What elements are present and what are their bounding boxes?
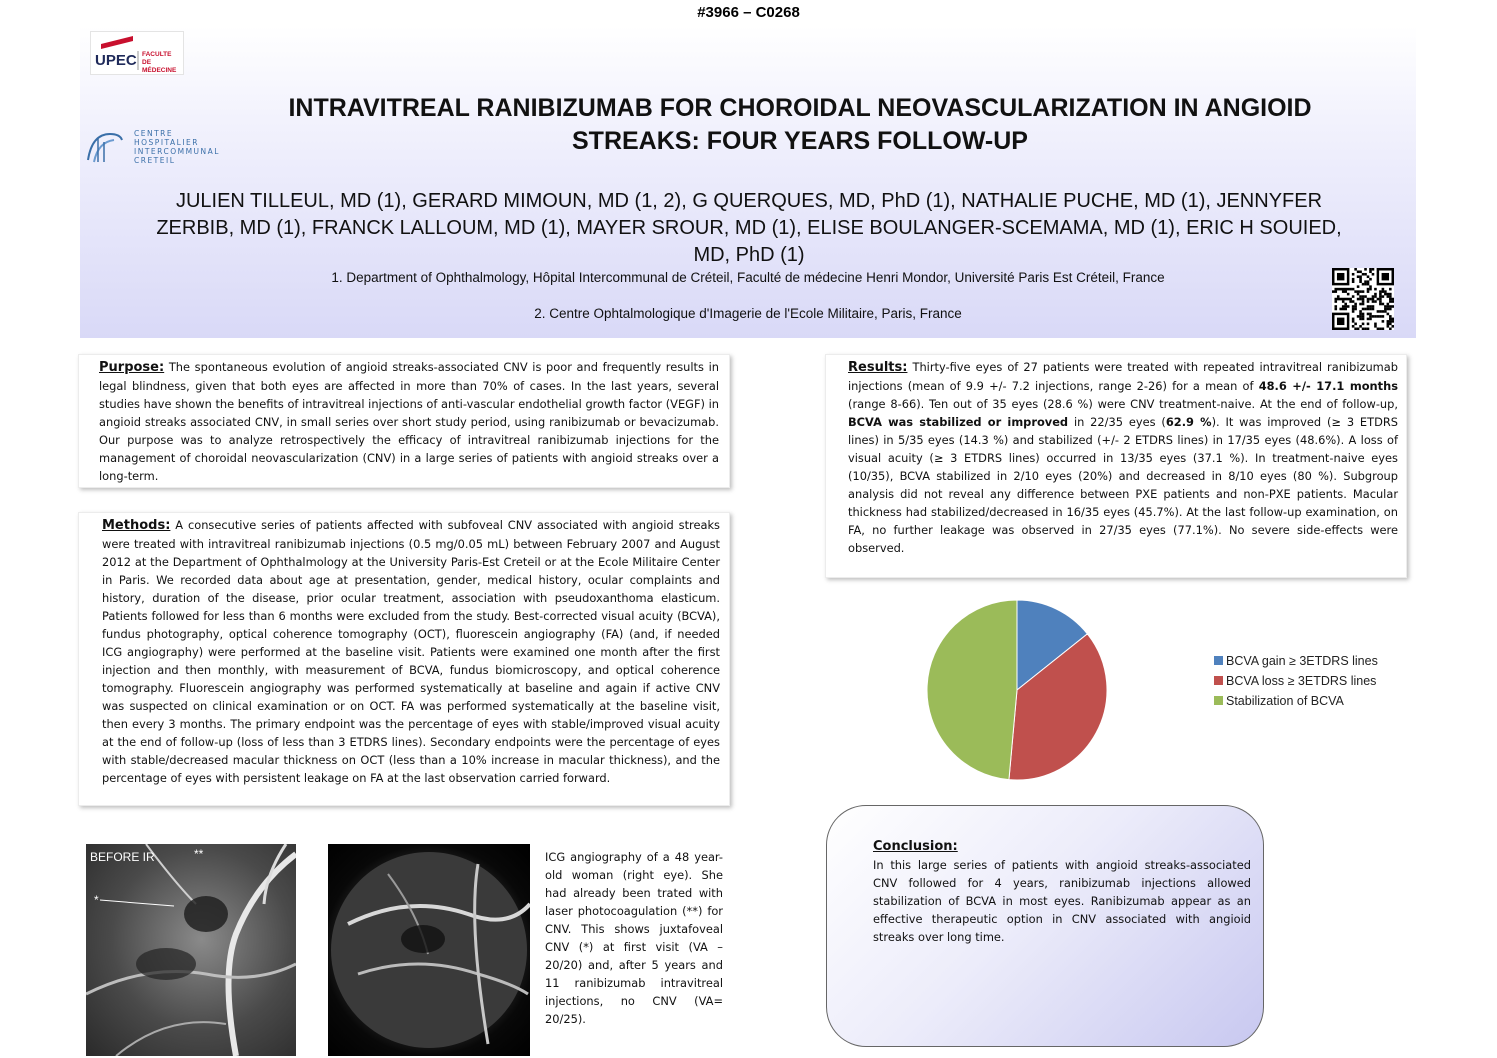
legend-label: BCVA gain ≥ 3ETDRS lines xyxy=(1226,654,1378,668)
upec-logo xyxy=(90,31,184,75)
chic-emblem-icon xyxy=(80,126,130,170)
authors-line-3: MD, PhD (1) xyxy=(693,244,805,266)
svg-text:*: * xyxy=(94,893,99,907)
legend-label: BCVA loss ≥ 3ETDRS lines xyxy=(1226,674,1377,688)
conclusion-section xyxy=(873,838,1251,946)
purpose-body: The spontaneous evolution of angioid streaks-associated CNV is poor and frequently results in legal blindness, given that both eyes are affected in more than 70% of cases. In the last years, several studies have shown the benefits of intravitreal injections of anti-vascular endothelial growth factor (VEGF) in angioid streaks associated CNV, in small series over short study period, using ranibizumab or bevacizumab. Our purpose was to analyze retrospectively the efficacy of intravitreal ranibizumab injections for the management of choroidal neovascularization (CNV) in a large series of patients with angioid streaks over a long-term. xyxy=(99,360,719,483)
legend-swatch xyxy=(1214,696,1223,705)
upec-subtitle: FACULTE DE MÉDECINE xyxy=(142,51,177,74)
conclusion-heading: Conclusion: xyxy=(873,839,958,854)
header-banner xyxy=(80,26,1416,338)
legend-label: Stabilization of BCVA xyxy=(1226,694,1344,708)
after-icg-image xyxy=(328,844,530,1056)
results-body: Thirty-five eyes of 27 patients were treated with repeated intravitreal ranibizumab injections (mean of 9.9 +/- 7.2 injections, range 2-26) for a mean of xyxy=(848,360,1398,393)
title-line-1: INTRAVITREAL RANIBIZUMAB FOR CHOROIDAL NEOVASCULARIZATION IN ANGIOID xyxy=(288,94,1312,122)
author-list xyxy=(88,188,1410,269)
chic-line: HOSPITALIER xyxy=(134,138,200,147)
results-bold: BCVA was stabilized or improved xyxy=(848,415,1069,429)
methods-section xyxy=(102,516,720,787)
chic-line: CRETEIL xyxy=(134,156,176,165)
legend-swatch xyxy=(1214,656,1223,665)
before-ir-image xyxy=(86,844,296,1056)
results-body: (range 8-66). Ten out of 35 eyes (28.6 %) were CNV treatment-naive. At the end of follow-up, xyxy=(848,397,1398,411)
poster-title xyxy=(160,92,1440,158)
affiliation-1: 1. Department of Ophthalmology, Hôpital Intercommunal de Créteil, Faculté de médecine Henri Mondor, Université Paris Est Créteil, France xyxy=(331,270,1165,285)
purpose-heading: Purpose: xyxy=(99,360,165,375)
svg-text:**: ** xyxy=(194,847,204,861)
qr-code xyxy=(1332,268,1394,330)
before-ir-label: BEFORE IR xyxy=(90,850,155,864)
results-body: ). It was improved (≥ 3 ETDRS lines) in 5/35 eyes (14.3 %) and stabilized (+/- 2 ETDRS lines) in 17/35 eyes (48.6%). A loss of visual acuity (≥ 3 ETDRS lines) occurred in 13/35 eyes (37.1 %). In treatment-naive eyes (10/35), BCVA stabilized in 2/10 eyes (20%) and decreased in 8/10 eyes (80 %). Subgroup analysis did not reveal any difference between PXE patients and non-PXE patients. Macular thickness had stabilized/decreased in 16/35 eyes (45.7%). At the last follow-up examination, on FA, no further leakage was observed in 27/35 eyes (77.1%). No severe side-effects were observed. xyxy=(848,415,1399,555)
results-heading: Results: xyxy=(848,360,908,375)
retina-vessels-before xyxy=(86,844,296,1056)
results-body: in 22/35 eyes ( xyxy=(1068,415,1166,429)
chic-line: CENTRE xyxy=(134,129,174,138)
legend-swatch xyxy=(1214,676,1223,685)
conclusion-body: In this large series of patients with angioid streaks-associated CNV followed for 4 years, ranibizumab injections allowed stabilization of BCVA in most eyes. Ranibizumab appear as an effective therapeutic option in CNV associated with angioid streaks over long time. xyxy=(873,858,1251,944)
affiliation-2: 2. Centre Ophtalmologique d'Imagerie de l'Ecole Militaire, Paris, France xyxy=(534,306,962,321)
results-bold: 62.9 % xyxy=(1165,415,1212,429)
methods-heading: Methods: xyxy=(102,518,171,533)
figure-caption: ICG angiography of a 48 year-old woman (right eye). She had already been trated with laser photocoagulation (**) for CNV. This shows juxtafoveal CNV (*) at first visit (VA – 20/20) and, after 5 years and 11 ranibizumab intravitreal injections, no CNV (VA= 20/25). xyxy=(545,850,723,1026)
authors-line-1: JULIEN TILLEUL, MD (1), GERARD MIMOUN, MD (1, 2), G QUERQUES, MD, PhD (1), NATHALIE PUCHE, MD (1), JENNYFER xyxy=(175,190,1323,212)
qr-code-icon xyxy=(1332,268,1394,330)
upec-wordmark: UPEC xyxy=(95,52,137,69)
results-bold: 48.6 +/- 17.1 months xyxy=(1258,379,1398,393)
pie-slice xyxy=(927,600,1017,780)
purpose-section xyxy=(99,358,719,485)
chic-line: INTERCOMMUNAL xyxy=(134,147,220,156)
poster-id: #3966 – C0268 xyxy=(697,4,800,21)
bcva-pie-chart xyxy=(900,590,1400,790)
retina-vessels-after xyxy=(328,844,530,1056)
results-section xyxy=(848,358,1398,557)
authors-line-2: ZERBIB, MD (1), FRANCK LALLOUM, MD (1), MAYER SROUR, MD (1), ELISE BOULANGER-SCEMAMA, MD (1), ERIC H SOUIED, xyxy=(156,217,1342,239)
title-line-2: STREAKS: FOUR YEARS FOLLOW-UP xyxy=(572,127,1028,155)
methods-body: A consecutive series of patients affected with subfoveal CNV associated with angioid streaks were treated with intravitreal ranibizumab injections (0.5 mg/0.05 mL) between February 2007 and August 2012 at the Department of Ophthalmology at the University Paris-Est Creteil or at the Ecole Militaire Center in Paris. We recorded data about age at presentation, gender, medical history, ocular complaints and history, duration of the disease, prior ocular treatment, association with pseudoxanthoma elasticum. Patients followed for less than 6 months were excluded from the study. Best-corrected visual acuity (BCVA), fundus photography, optical coherence tomography (OCT), fluorescein angiography (FA) (and, if needed ICG angiography) were performed at the baseline visit. Patients were examined one month after the first injection and then monthly, with measurement of BCVA, fundus biomicroscopy, and optical coherence tomography. Fluorescein angiography was performed systematically at baseline and again if active CNV was suspected on clinical examination or on OCT. FA was performed systematically at the baseline visit, then every 3 months. The primary endpoint was the percentage of eyes with stable/improved visual acuity at the end of follow-up (loss of less than 3 ETDRS lines). Secondary endpoints were the percentage of eyes with stable/decreased macular thickness on OCT (less than a 10% increase in macular thickness), and the percentage of eyes with persistent leakage on FA at the last observation carried forward. xyxy=(102,518,720,785)
